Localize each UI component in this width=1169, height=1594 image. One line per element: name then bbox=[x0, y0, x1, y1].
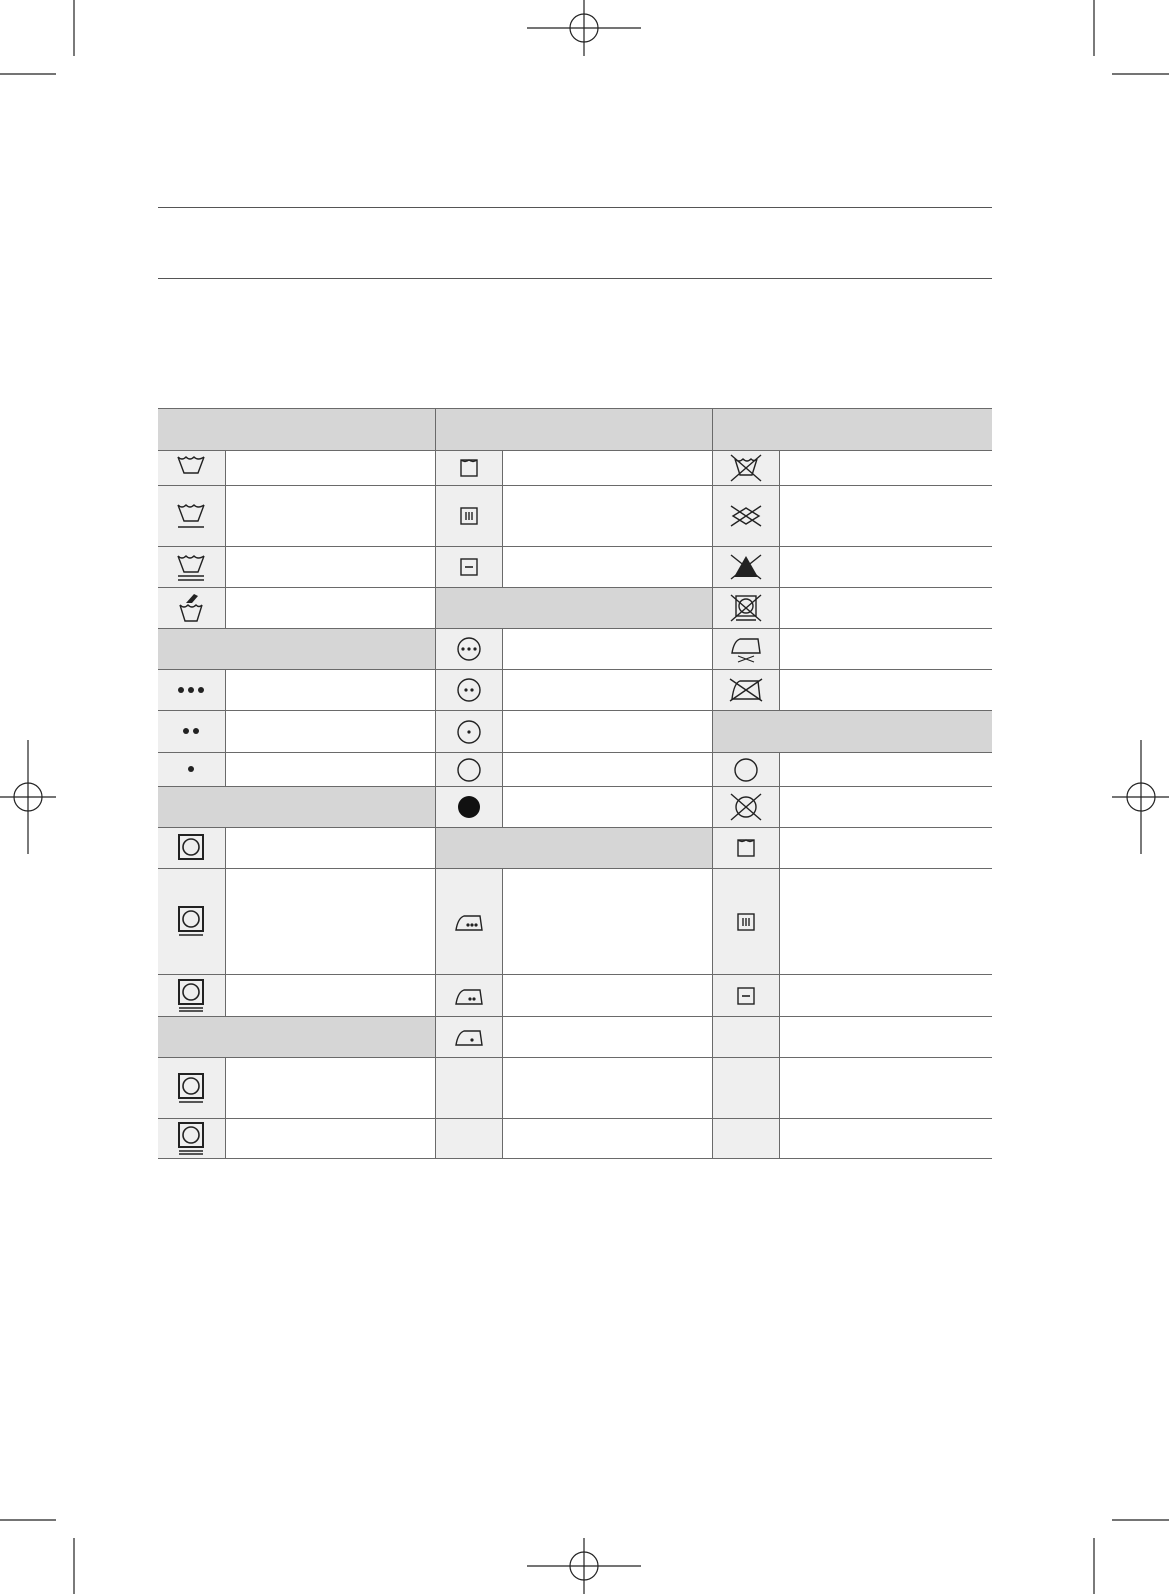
description-cell bbox=[502, 547, 712, 588]
description-cell bbox=[779, 1119, 992, 1159]
tumble-dry-double-line-icon bbox=[174, 1130, 208, 1147]
do-not-tumble-dry-icon bbox=[729, 599, 763, 616]
symbol-cell bbox=[712, 869, 779, 975]
description-cell bbox=[225, 670, 435, 711]
description-cell bbox=[225, 1058, 435, 1119]
bleach-tub-dash-icon bbox=[458, 558, 480, 575]
symbol-cell bbox=[712, 753, 779, 787]
description-cell bbox=[779, 451, 992, 486]
description-cell bbox=[502, 451, 712, 486]
description-cell bbox=[225, 753, 435, 787]
description-cell bbox=[779, 670, 992, 711]
section-header-cell bbox=[158, 629, 435, 670]
description-cell bbox=[779, 975, 992, 1017]
description-cell bbox=[779, 1017, 992, 1058]
symbol-cell bbox=[158, 1119, 225, 1159]
description-cell bbox=[502, 753, 712, 787]
symbol-cell bbox=[158, 486, 225, 547]
chlorine-bleach-crossed-icon bbox=[729, 558, 763, 575]
symbol-cell bbox=[158, 975, 225, 1017]
description-cell bbox=[779, 869, 992, 975]
do-not-bleach-icon bbox=[729, 507, 763, 524]
description-cell bbox=[225, 975, 435, 1017]
two-dots-icon bbox=[179, 723, 203, 740]
symbol-cell bbox=[435, 869, 502, 975]
symbol-cell bbox=[435, 670, 502, 711]
symbol-cell bbox=[435, 547, 502, 588]
table-row bbox=[158, 486, 992, 547]
description-cell bbox=[502, 787, 712, 828]
wash-tub-double-line-icon bbox=[174, 558, 208, 575]
iron-one-dot-icon bbox=[452, 1028, 486, 1045]
wash-tub-icon bbox=[174, 459, 208, 476]
filled-circle-icon bbox=[455, 798, 483, 815]
symbol-cell bbox=[158, 869, 225, 975]
symbol-cell bbox=[435, 451, 502, 486]
registration-mark-bottom bbox=[527, 1538, 641, 1594]
table-row bbox=[158, 869, 992, 975]
table-row bbox=[158, 670, 992, 711]
tumble-dry-icon bbox=[174, 839, 208, 856]
title-underline bbox=[158, 278, 992, 279]
description-cell bbox=[225, 451, 435, 486]
symbol-cell bbox=[158, 753, 225, 787]
description-cell bbox=[502, 711, 712, 753]
table-row bbox=[158, 828, 992, 869]
description-cell bbox=[502, 486, 712, 547]
description-cell bbox=[225, 869, 435, 975]
symbol-cell bbox=[435, 486, 502, 547]
symbol-cell bbox=[435, 1017, 502, 1058]
symbol-cell bbox=[712, 451, 779, 486]
symbol-cell bbox=[158, 670, 225, 711]
registration-mark-left bbox=[0, 740, 56, 854]
section-header-cell bbox=[435, 828, 712, 869]
symbol-cell bbox=[158, 711, 225, 753]
description-cell bbox=[225, 711, 435, 753]
bleach-tub-three-lines-icon bbox=[458, 507, 480, 524]
tumble-dry-line-icon bbox=[174, 913, 208, 930]
registration-mark-top bbox=[527, 0, 641, 56]
description-cell bbox=[225, 828, 435, 869]
section-header-cell bbox=[435, 409, 712, 451]
table-row bbox=[158, 1058, 992, 1119]
symbol-cell bbox=[158, 547, 225, 588]
table-row bbox=[158, 1017, 992, 1058]
iron-three-dots-icon bbox=[452, 913, 486, 930]
section-header-cell bbox=[435, 588, 712, 629]
table-header-row bbox=[158, 409, 992, 451]
description-cell bbox=[779, 629, 992, 670]
symbol-cell bbox=[712, 547, 779, 588]
description-cell bbox=[779, 787, 992, 828]
bleach-tub-dash-icon bbox=[735, 987, 757, 1004]
section-header-cell bbox=[158, 409, 435, 451]
symbol-cell bbox=[435, 711, 502, 753]
description-cell bbox=[779, 1058, 992, 1119]
description-cell bbox=[502, 1058, 712, 1119]
description-cell bbox=[779, 753, 992, 787]
dry-clean-three-dots-icon bbox=[455, 640, 483, 657]
symbol-cell bbox=[158, 828, 225, 869]
symbol-cell bbox=[712, 1058, 779, 1119]
symbol-cell bbox=[435, 629, 502, 670]
do-not-steam-iron-icon bbox=[728, 640, 764, 657]
description-cell bbox=[502, 869, 712, 975]
symbol-cell bbox=[158, 1058, 225, 1119]
bleach-tub-icon bbox=[458, 459, 480, 476]
table-row bbox=[158, 451, 992, 486]
table-row bbox=[158, 547, 992, 588]
symbol-cell bbox=[712, 828, 779, 869]
care-symbols-table bbox=[158, 408, 992, 1159]
three-dots-icon bbox=[173, 681, 209, 698]
symbol-cell bbox=[712, 1119, 779, 1159]
table-row bbox=[158, 588, 992, 629]
circle-icon bbox=[455, 761, 483, 778]
one-dot-icon bbox=[185, 761, 197, 778]
symbol-cell bbox=[712, 629, 779, 670]
description-cell bbox=[779, 588, 992, 629]
bleach-tub-three-lines-icon bbox=[735, 913, 757, 930]
description-cell bbox=[502, 1119, 712, 1159]
dry-clean-one-dot-icon bbox=[455, 723, 483, 740]
table-row bbox=[158, 1119, 992, 1159]
bleach-tub-icon bbox=[735, 839, 757, 856]
do-not-wash-icon bbox=[729, 459, 763, 476]
description-cell bbox=[779, 828, 992, 869]
symbol-cell bbox=[712, 588, 779, 629]
iron-two-dots-icon bbox=[452, 987, 486, 1004]
description-cell bbox=[502, 629, 712, 670]
description-cell bbox=[225, 588, 435, 629]
symbol-cell bbox=[435, 753, 502, 787]
table-row bbox=[158, 787, 992, 828]
symbol-cell bbox=[712, 1017, 779, 1058]
description-cell bbox=[502, 975, 712, 1017]
symbol-cell bbox=[712, 670, 779, 711]
description-cell bbox=[225, 1119, 435, 1159]
section-header-cell bbox=[158, 787, 435, 828]
section-header-cell bbox=[712, 711, 992, 753]
symbol-cell bbox=[435, 787, 502, 828]
description-cell bbox=[779, 547, 992, 588]
table-row bbox=[158, 753, 992, 787]
symbol-cell bbox=[158, 451, 225, 486]
do-not-dry-clean-icon bbox=[729, 798, 763, 815]
symbol-cell bbox=[712, 787, 779, 828]
description-cell bbox=[225, 486, 435, 547]
symbol-cell bbox=[712, 975, 779, 1017]
table-row bbox=[158, 975, 992, 1017]
dry-clean-two-dots-icon bbox=[455, 681, 483, 698]
description-cell bbox=[502, 670, 712, 711]
hand-wash-icon bbox=[174, 599, 208, 616]
symbol-cell bbox=[435, 1058, 502, 1119]
symbol-cell bbox=[435, 1119, 502, 1159]
table-row bbox=[158, 711, 992, 753]
section-header-cell bbox=[158, 1017, 435, 1058]
registration-mark-right bbox=[1112, 740, 1169, 854]
wash-tub-line-icon bbox=[174, 507, 208, 524]
top-rule bbox=[158, 207, 992, 208]
table-row bbox=[158, 629, 992, 670]
symbol-cell bbox=[435, 975, 502, 1017]
tumble-dry-double-line-icon bbox=[174, 987, 208, 1004]
tumble-dry-line-icon bbox=[174, 1079, 208, 1096]
symbol-cell bbox=[712, 486, 779, 547]
symbol-cell bbox=[158, 588, 225, 629]
description-cell bbox=[502, 1017, 712, 1058]
do-not-iron-icon bbox=[728, 681, 764, 698]
description-cell bbox=[779, 486, 992, 547]
circle-icon bbox=[732, 761, 760, 778]
section-header-cell bbox=[712, 409, 992, 451]
description-cell bbox=[225, 547, 435, 588]
